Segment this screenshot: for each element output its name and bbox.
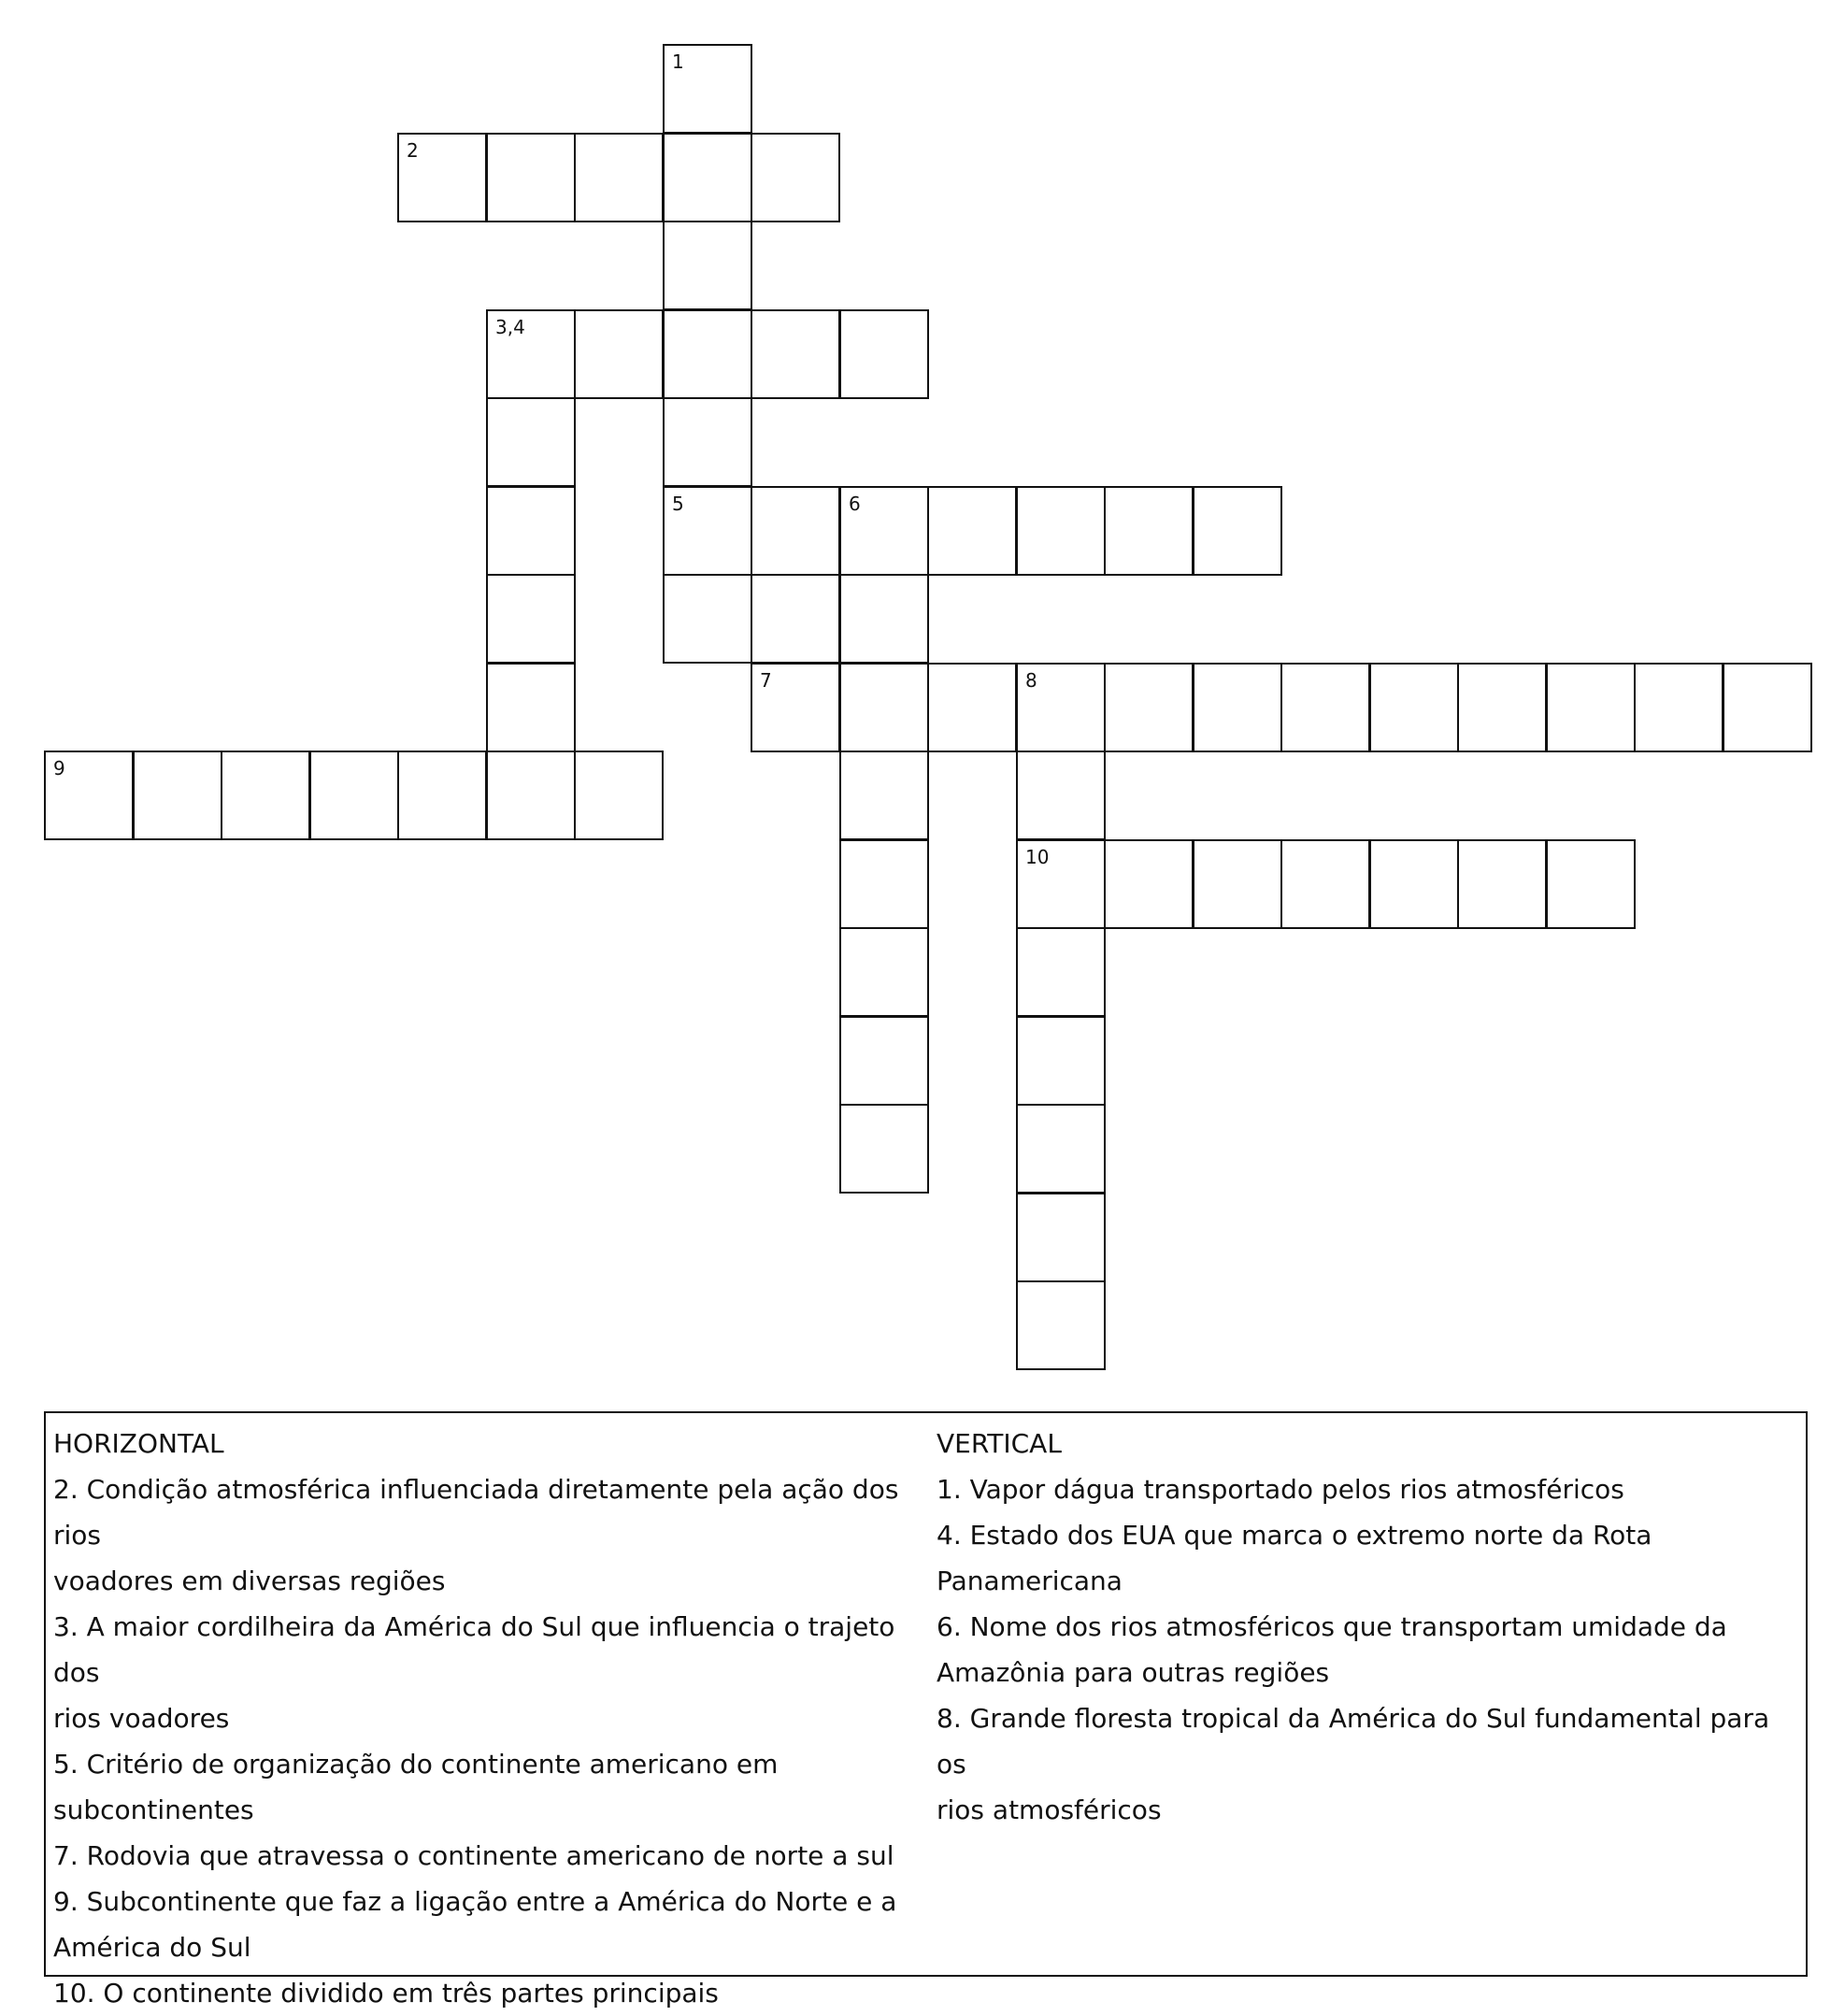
crossword-cell[interactable] (486, 309, 576, 399)
vertical-clue-line: 4. Estado dos EUA que marca o extremo norte da Rota (937, 1520, 1652, 1551)
crossword-cell[interactable] (397, 133, 487, 222)
crossword-cell[interactable] (751, 574, 840, 664)
crossword-cell[interactable] (1016, 1104, 1106, 1194)
crossword-cell[interactable] (1016, 1280, 1106, 1370)
crossword-cell[interactable] (1369, 663, 1459, 752)
crossword-cell[interactable] (486, 574, 576, 664)
clue-number: 8 (1025, 669, 1037, 692)
crossword-cell[interactable] (1016, 927, 1106, 1017)
vertical-clue-line: 1. Vapor dágua transportado pelos rios atmosféricos (937, 1474, 1624, 1505)
crossword-cell[interactable] (1016, 839, 1106, 929)
crossword-cell[interactable] (1193, 839, 1282, 929)
vertical-clue-line: 6. Nome dos rios atmosféricos que transportam umidade da (937, 1611, 1727, 1642)
clue-number: 3,4 (495, 316, 525, 338)
clue-number: 1 (672, 50, 684, 73)
horizontal-clue-line: rios voadores (53, 1703, 230, 1734)
crossword-cell[interactable] (1280, 839, 1370, 929)
crossword-cell[interactable] (1104, 486, 1194, 576)
crossword-cell[interactable] (1016, 1016, 1106, 1106)
crossword-cell[interactable] (1280, 663, 1370, 752)
horizontal-clue-line: subcontinentes (53, 1794, 254, 1825)
crossword-cell[interactable] (927, 486, 1017, 576)
crossword-cell[interactable] (486, 751, 576, 840)
crossword-cell[interactable] (751, 663, 840, 752)
crossword-cell[interactable] (486, 133, 576, 222)
crossword-cell[interactable] (1104, 839, 1194, 929)
crossword-cell[interactable] (839, 1104, 929, 1194)
crossword-cell[interactable] (1546, 839, 1636, 929)
crossword-cell[interactable] (839, 574, 929, 664)
crossword-cell[interactable] (751, 133, 840, 222)
crossword-cell[interactable] (574, 751, 664, 840)
crossword-cell[interactable] (574, 309, 664, 399)
vertical-heading: VERTICAL (937, 1428, 1062, 1459)
crossword-cell[interactable] (839, 1016, 929, 1106)
crossword-cell[interactable] (839, 663, 929, 752)
crossword-cell[interactable] (1369, 839, 1459, 929)
crossword-cell[interactable] (1457, 663, 1547, 752)
crossword-cell[interactable] (1016, 486, 1106, 576)
vertical-clue-line: 8. Grande floresta tropical da América do Sul fundamental para os (937, 1703, 1770, 1780)
crossword-cell[interactable] (751, 486, 840, 576)
crossword-cell[interactable] (839, 486, 929, 576)
horizontal-clue-line: América do Sul (53, 1932, 251, 1963)
crossword-cell[interactable] (663, 309, 752, 399)
horizontal-clue-line: voadores em diversas regiões (53, 1566, 446, 1596)
crossword-cell[interactable] (309, 751, 399, 840)
clue-number: 6 (849, 493, 861, 515)
crossword-cell[interactable] (839, 839, 929, 929)
vertical-clues (937, 1421, 1792, 1833)
horizontal-clue-line: 2. Condição atmosférica influenciada diretamente pela ação dos rios (53, 1474, 899, 1551)
horizontal-clue-line: 3. A maior cordilheira da América do Sul que influencia o trajeto dos (53, 1611, 895, 1688)
crossword-cell[interactable] (927, 663, 1017, 752)
crossword-cell[interactable] (397, 751, 487, 840)
crossword-cell[interactable] (1016, 1193, 1106, 1282)
horizontal-clue-line: 10. O continente dividido em três partes principais (53, 1978, 719, 2009)
crossword-cell[interactable] (751, 309, 840, 399)
crossword-cell[interactable] (663, 574, 752, 664)
crossword-cell[interactable] (663, 44, 752, 134)
clue-number: 7 (760, 669, 772, 692)
clue-number: 10 (1025, 846, 1050, 868)
clue-number: 2 (407, 139, 419, 162)
clue-number: 9 (53, 757, 65, 779)
crossword-cell[interactable] (44, 751, 134, 840)
crossword-cell[interactable] (1546, 663, 1636, 752)
crossword-cell[interactable] (1016, 751, 1106, 840)
horizontal-clue-line: 9. Subcontinente que faz a ligação entre a América do Norte e a (53, 1886, 897, 1917)
crossword-cell[interactable] (133, 751, 222, 840)
crossword-cell[interactable] (1193, 663, 1282, 752)
crossword-cell[interactable] (1193, 486, 1282, 576)
crossword-cell[interactable] (839, 309, 929, 399)
crossword-cell[interactable] (486, 397, 576, 487)
crossword-cell[interactable] (1634, 663, 1723, 752)
horizontal-clue-line: 5. Critério de organização do continente americano em (53, 1749, 779, 1780)
vertical-clue-line: Amazônia para outras regiões (937, 1657, 1330, 1688)
vertical-clue-line: Panamericana (937, 1566, 1123, 1596)
crossword-cell[interactable] (1457, 839, 1547, 929)
clues-box (44, 1411, 1808, 2009)
crossword-cell[interactable] (839, 751, 929, 840)
crossword-cell[interactable] (663, 221, 752, 310)
crossword-cell[interactable] (221, 751, 310, 840)
horizontal-clues (53, 1421, 927, 2016)
crossword-cell[interactable] (1104, 663, 1194, 752)
crossword-cell[interactable] (663, 133, 752, 222)
crossword-cell[interactable] (1723, 663, 1812, 752)
crossword-cell[interactable] (663, 397, 752, 487)
crossword-cell[interactable] (663, 486, 752, 576)
horizontal-heading: HORIZONTAL (53, 1428, 224, 1459)
vertical-clue-line: rios atmosféricos (937, 1794, 1162, 1825)
crossword-cell[interactable] (486, 663, 576, 752)
crossword-cell[interactable] (839, 927, 929, 1017)
horizontal-clue-line: 7. Rodovia que atravessa o continente americano de norte a sul (53, 1840, 894, 1871)
crossword-cell[interactable] (1016, 663, 1106, 752)
crossword-cell[interactable] (574, 133, 664, 222)
clue-number: 5 (672, 493, 684, 515)
crossword-cell[interactable] (486, 486, 576, 576)
